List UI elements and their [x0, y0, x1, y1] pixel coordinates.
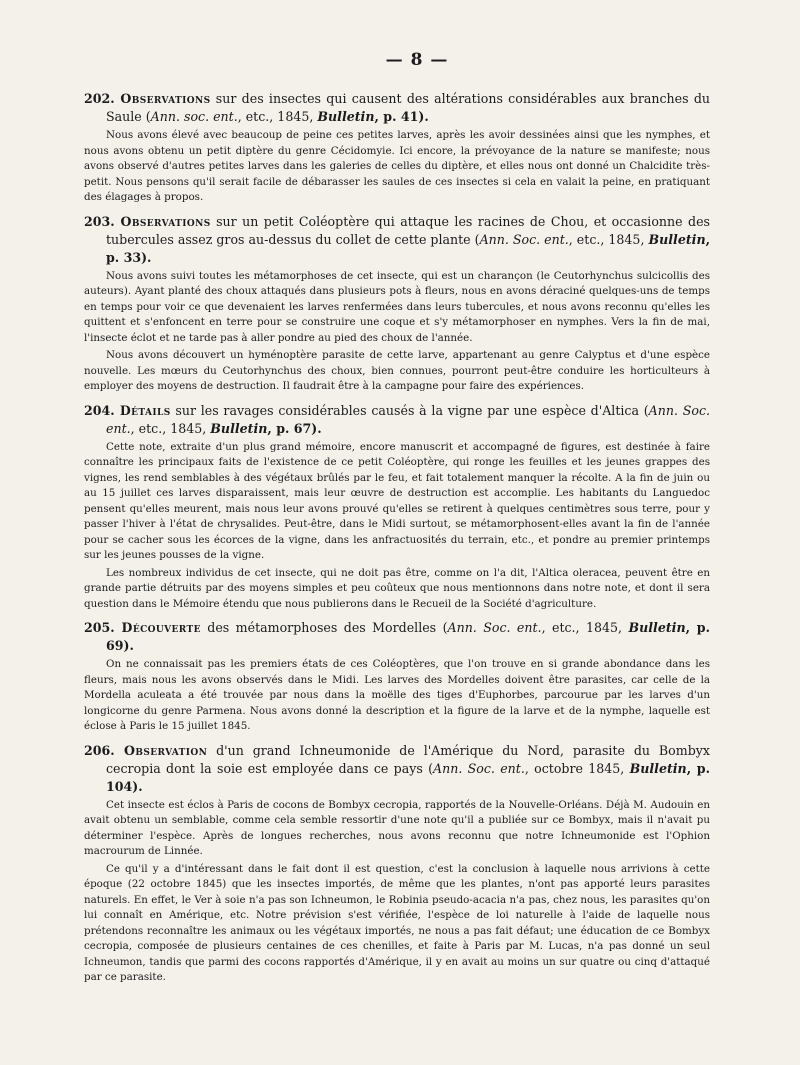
entry-ref-bulletin: Bulletin	[210, 420, 268, 436]
entry-ref-detail: , octobre 1845,	[524, 760, 630, 776]
entry-keyword: Observation	[123, 742, 208, 758]
page-number: — 8 —	[385, 50, 449, 70]
entry-keyword: Observations	[120, 91, 211, 106]
entry-ref-detail: , etc., 1845,	[237, 109, 318, 124]
entry-paragraph: Ce qu'il y a d'intéressant dans le fait dont il est question, c'est la conclusion à laquelle nous arrivions à cette époque (22 octobre 1845) que les insectes importés, de même que les plantes, n'ont pas apporté leurs parasites naturels. En effet, le Ver à soie n'a pas son Ichneumon, le Robinia pseudo-acacia n'a pas, chez nous, les parasites qu'on lui connaît en Amérique, etc. Notre prévision s'est vérifiée, l'espèce de loi naturelle à l'aide de laquelle nous prétendons reconnaître les animaux ou les végétaux importés, ne nous a pas fait défaut; une éducation de ce Bombyx cecropia, composée de plusieurs centaines de ces chenilles, et faite à Paris par M. Lucas, n'a pas donné un seul Ichneumon, tandis que parmi des cocons rapportés d'Amérique, il y en avait au moins un sur quatre ou cinq d'attaqué par ce parasite.	[84, 862, 710, 983]
entry-number: 206.	[84, 742, 115, 758]
entry-number: 204.	[84, 402, 115, 418]
entry-ref-journal: Ann. Soc. ent.	[433, 760, 525, 776]
entry-ref-detail: , etc., 1845,	[130, 420, 211, 436]
entry-heading	[84, 742, 710, 796]
entry-ref-journal: Ann. Soc. ent.	[479, 231, 569, 247]
entry-ref-bulletin: Bulletin	[648, 231, 706, 247]
entry-ref-journal: Ann. soc. ent.	[150, 109, 238, 124]
entry-keyword: Découverte	[121, 620, 201, 635]
page	[84, 50, 710, 986]
entry-title: sur les ravages considérables causés à la vigne par une espèce d'Altica (	[170, 402, 649, 418]
entry-206	[84, 742, 710, 986]
entry-205	[84, 619, 710, 735]
entry-title: sur un petit Coléoptère qui attaque les racines de Chou, et occasionne des tubercules assez gros au-dessus du collet de cette plante (	[106, 213, 710, 247]
entry-ref-page: , p. 33).	[106, 231, 710, 265]
entry-ref-bulletin: Bulletin	[628, 620, 686, 635]
entry-title: sur des insectes qui causent des altérations considérables aux branches du Saule (	[106, 91, 710, 124]
entry-heading	[84, 213, 710, 267]
entry-paragraph: Nous avons élevé avec beaucoup de peine ces petites larves, après les avoir dessinées ainsi que les nymphes, et nous avons obtenu un petit diptère du genre Cécidomyie. Ici encore, la prévoyance de la nature se manifeste; nous avons observé d'autres petites larves dans les galeries de celles du diptère, et elles nous ont donné un Chalcidite très-petit. Nous pensons qu'il serait facile de débarasser les saules de ces insectes si cela en valait la peine, en pratiquant des élagages à propos.	[84, 129, 710, 203]
entry-ref-page: , p. 41).	[374, 109, 429, 124]
entry-ref-bulletin: Bulletin	[317, 109, 375, 124]
entry-203	[84, 213, 710, 395]
entry-ref-page: , p. 69).	[106, 620, 710, 653]
entry-ref-page: , p. 67).	[267, 420, 322, 436]
entry-heading	[84, 402, 710, 438]
entry-204	[84, 402, 710, 613]
entry-paragraph: Nous avons suivi toutes les métamorphoses de cet insecte, qui est un charançon (le Ceutorhynchus sulcicollis des auteurs). Ayant planté des choux attaqués dans plusieurs pots à fleurs, nous en avons déraciné quelques-uns de temps en temps pour voir ce que devenaient les larves renfermées dans leurs tubercules, et nous avons reconnu qu'elles les quittent et s'enfoncent en terre pour se construire une coque et s'y métamorphoser en nymphes. Vers la fin de mai, l'insecte éclot et ne tarde pas à aller pondre au pied des choux de l'année.	[84, 269, 710, 344]
entry-keyword: Observations	[120, 213, 211, 229]
entry-paragraph: Cet insecte est éclos à Paris de cocons de Bombyx cecropia, rapportés de la Nouvelle-Orléans. Déjà M. Audouin en avait obtenu un semblable, comme cela semble ressortir d'une note qu'il a publiée sur ce Bombyx, mais il n'avait pu déterminer l'espèce. Après de longues recherches, nous avons reconnu que notre Ichneumonide est l'Ophion macrourum de Linnée.	[84, 798, 710, 857]
entry-paragraph: Cette note, extraite d'un plus grand mémoire, encore manuscrit et accompagné de figures, est destinée à faire connaître les principaux faits de l'existence de ce petit Coléoptère, qui ronge les feuilles et les jeunes grappes des vignes, les rend semblables à des végétaux brûlés par le feu, et fait totalement manquer la récolte. A la fin de juin ou au 15 juillet ces larves disparaissent, mais leur œuvre de destruction est accomplie. Les habitants du Languedoc pensent qu'elles meurent, mais nous leur avons prouvé qu'elles se retirent à quelques centimètres sous terre, pour y passer l'hiver à l'état de chrysalides. Peut-être, dans le Midi surtout, se métamorphosent-elles avant la fin de l'année pour se cacher sous les écorces de la vigne, dans les anfractuosités du terrain, etc., et pondre au premier printemps sur les jeunes pousses de la vigne.	[84, 440, 710, 561]
entry-heading	[84, 90, 710, 126]
entry-number: 202.	[84, 91, 115, 106]
entry-number: 203.	[84, 213, 115, 229]
entry-paragraph: Nous avons découvert un hyménoptère parasite de cette larve, appartenant au genre Calyptus et d'une espèce nouvelle. Les mœurs du Ceutorhynchus des choux, bien connues, pourront peut-être conduire les horticulteurs à employer des moyens de destruction. Il faudrait être à la campagne pour faire des expériences.	[84, 349, 710, 392]
entry-ref-bulletin: Bulletin	[629, 760, 687, 776]
entry-ref-detail: , etc., 1845,	[541, 620, 629, 635]
entry-paragraph: Les nombreux individus de cet insecte, qui ne doit pas être, comme on l'a dit, l'Altica oleracea, peuvent être en grande partie détruits par des moyens simples et peu coûteux que nous mentionnons dans notre note, et dont il sera question dans le Mémoire étendu que nous publierons dans le Recueil de la Société d'agriculture.	[84, 566, 710, 610]
entry-ref-page: , p. 104).	[106, 760, 710, 794]
entry-paragraph: On ne connaissait pas les premiers états de ces Coléoptères, que l'on trouve en si grande abondance dans les fleurs, mais nous les avons observés dans le Midi. Les larves des Mordelles doivent être parasites, car celle de la Mordella aculeata a été trouvée par nous dans la moëlle des tiges d'Euphorbes, parcourue par les larves d'un longicorne du genre Parmena. Nous avons donné la description et la figure de la larve et de la nymphe, laquelle est éclose à Paris le 15 juillet 1845.	[84, 658, 710, 732]
entry-keyword: Détails	[119, 402, 171, 418]
entry-heading	[84, 619, 710, 655]
entry-ref-journal: Ann. Soc. ent.	[447, 620, 542, 635]
entry-title: d'un grand Ichneumonide de l'Amérique du Nord, parasite du Bombyx cecropia dont la soie est employée dans ce pays (	[106, 742, 710, 776]
entry-202	[84, 90, 710, 206]
entry-ref-journal: Ann. Soc. ent.	[106, 402, 710, 436]
entry-number: 205.	[84, 620, 115, 635]
entry-ref-detail: , etc., 1845,	[568, 231, 649, 247]
entry-title: des métamorphoses des Mordelles (	[200, 620, 448, 635]
